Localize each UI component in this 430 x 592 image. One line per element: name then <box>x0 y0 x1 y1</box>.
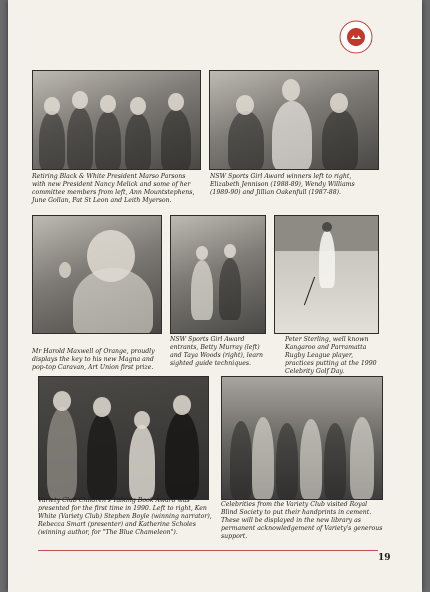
brochure-page <box>8 0 422 592</box>
photo-sighted-guide-techniques <box>170 215 266 334</box>
page-number: 19 <box>378 553 391 563</box>
caption-harold-maxwell: Mr Harold Maxwell of Orange, proudly displays the key to his new Magna and pop-top Caravan, Art Union first prize. <box>32 348 155 371</box>
photo-committee-members <box>32 70 201 170</box>
caption-sighted-guide: NSW Sports Girl Award entrants, Betty Murray (left) and Taya Woods (right), learn sighted guide techniques. <box>170 336 263 367</box>
royal-blind-society-logo <box>339 20 373 54</box>
photo-celebrity-golf-day <box>274 215 379 334</box>
logo-emblem-icon <box>339 20 373 54</box>
caption-variety-club-handprints: Celebrities from the Variety Club visited Royal Blind Society to put their handprints in cement. These will be displayed in the new library as permanent acknowledgement of Variety's generous support. <box>221 501 383 540</box>
caption-sports-girl-winners: NSW Sports Girl Award winners left to right, Elizabeth Jennison (1988-89), Wendy Williams (1989-90) and Jillian Oakenfull (1987-88). <box>210 173 355 196</box>
photo-variety-club-handprints <box>221 376 383 500</box>
photo-sports-girl-winners <box>209 70 379 170</box>
caption-celebrity-golf-day: Peter Sterling, well known Kangaroo and Parramatta Rugby League player, practices putting at the 1990 Celebrity Golf Day. <box>285 336 377 375</box>
caption-committee-members: Retiring Black & White President Marso Parsons with new President Nancy Melick and some of her committee members from left, Ann Mountstephens, June Gollan, Pat St Leon and Leith Myerson. <box>32 173 195 204</box>
footer-rule <box>38 550 378 551</box>
caption-talking-book-award: Variety Club Children's Talking Book Award was presented for the first time in 1990. Left to right, Ken White (Variety Club) Stephen Boyle (winning narrator), Rebecca Smart (presenter) and Katherine Scholes (winning author, for "The Blue Chameleon"). <box>38 497 212 536</box>
photo-talking-book-award <box>38 376 209 500</box>
photo-harold-maxwell-key <box>32 215 162 334</box>
